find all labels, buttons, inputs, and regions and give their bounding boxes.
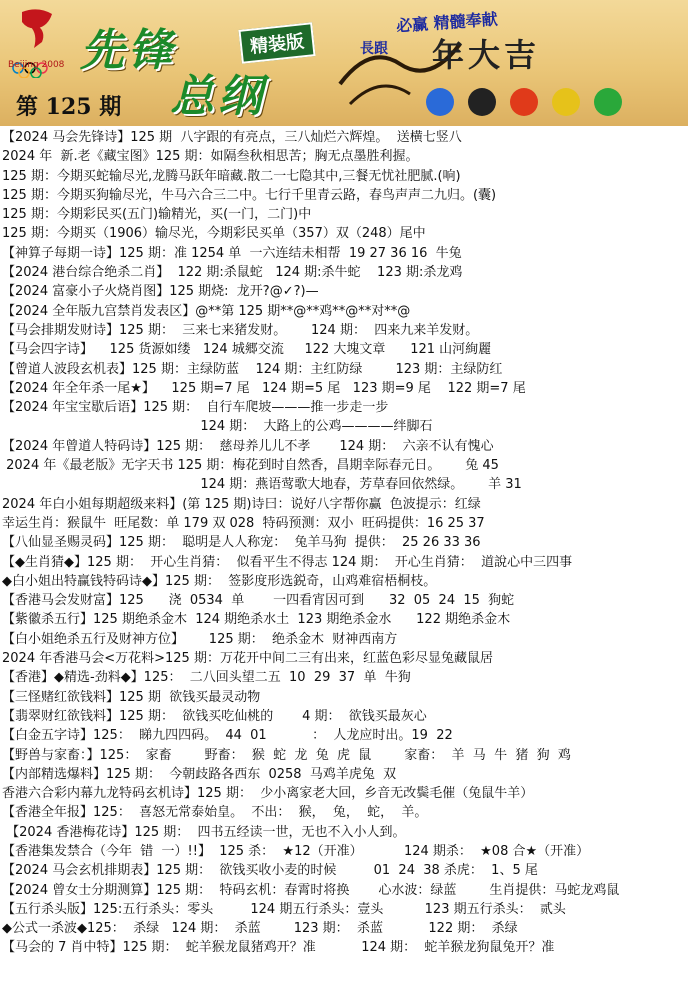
text-line: 【八仙显圣赐灵码】125 期： 聪明是人人称宠： 兔羊马狗 提供： 25 26 33 36 [2,535,481,551]
text-line: 124 期：燕语莺歌大地春，芳草春回依然绿。 羊 31 [2,477,522,493]
text-line: 【三怪赌红欲钱料】125 期 欲钱买最灵动物 [2,689,261,705]
text-line: 【2024 港台综合绝杀二肖】 122 期:杀鼠蛇 124 期:杀牛蛇 123 期:杀龙鸡 [2,265,463,281]
title-line-1: 先锋 [80,25,176,76]
text-line: 2024 年 新.老《藏宝图》125 期：如隔叁秋相思苦；胸无点墨胜利握。 [2,149,419,165]
title-line-2: 总纲 [170,71,266,122]
text-line: 【神算子每期一诗】125 期：准 1254 单 一六连结未相帮 19 27 36 16 牛兔 [2,245,462,261]
text-line: 【2024 曾女士分期测算】125 期： 特码玄机：春霄时将换 心水波：绿蓝 生肖提供：马蛇龙鸡鼠 [2,882,620,898]
text-line: 【◆生肖猜◆】125 期： 开心生肖猜： 似看平生不得志 124 期： 开心生肖猜： 道說心中三四事 [2,554,573,570]
slogan-left: 長跟 [360,41,388,57]
edition-badge: 精装版 [238,22,315,64]
text-line: 【2024 马会玄机排期表】125 期： 欲钱买收小麦的时候 01 24 38 杀虎： 1、5 尾 [2,863,538,879]
text-line: 125 期：今期买狗输尽光，牛马六合三二中。七行千里青云路，春鸟声声二九归。(囊) [2,187,497,203]
text-line: 【2024 年全年杀一尾★】 125 期=7 尾 124 期=5 尾 123 期=9 尾 122 期=7 尾 [2,380,526,396]
text-line: 125 期：今期彩民买(五门)输精光，买(一门，二门)中 [2,207,312,223]
text-line: ◆公式一杀波◆125： 杀绿 124 期： 杀蓝 123 期： 杀蓝 122 期： 杀绿 [2,921,518,937]
calligraphy-text: 年大吉 [432,36,541,74]
text-line: 【香港马会发财富】125 浇 0534 单 一四看宵因可到 32 05 24 15 狗蛇 [2,593,515,609]
text-line: 【内部精选爆料】125 期： 今朝歧路各西东 0258 马鸡羊虎兔 双 [2,766,397,782]
text-line: 【2024 马会先锋诗】125 期 八字跟的有亮点，三八灿烂六辉煌。 送横七竖八 [2,130,462,145]
header-banner [0,0,688,126]
text-line: 【马会四字诗】 125 货源如缕 124 城郷交流 122 大塊文章 121 山河絢麗 [2,342,492,358]
text-line: 【野兽与家畜：】125： 家畜 野畜： 猴 蛇 龙 兔 虎 鼠 家畜： 羊 马 牛 猪 狗 鸡 [2,747,571,763]
text-line: 【香港集发禁合（今年 错 一）!!】 125 杀： ★12（开准） 124 期杀： ★08 合★（开准） [2,843,590,859]
text-line: 【香港】◆精选-劲料◆】125： 二八回头望二五 10 29 37 单 牛狗 [2,670,411,686]
text-line: 幸运生肖：猴鼠牛 旺尾数：单 179 双 028 特码预测：双小 旺码提供：16 25 37 [2,515,485,531]
mascots-icon [420,82,640,122]
issue-number: 第 125 期 [16,94,122,120]
text-line: 香港六合彩内幕九龙特码玄机诗】125 期： 少小离家老大回，乡音无改鬓毛催（兔鼠牛羊） [2,786,534,802]
text-line: 【五行杀头版】125:五行杀头：零头 124 期五行杀头：壹头 123 期五行杀头： 贰头 [2,901,566,917]
text-line: 2024 年《最老版》无字天书 125 期：梅花到时自然香，昌期幸际春元日。 兔 45 [2,458,499,474]
olympic-logo-text: Beijing 2008 [8,60,65,70]
text-line: 【白金五字诗】125： 睇九四四码。 44 01 ： 人龙应时出。19 22 [2,728,453,744]
text-line: 125 期：今期买蛇输尽光,龙腾马跃年暗藏.散二一七隐其中,三餐无忧社肥腻.(响) [2,168,461,184]
text-line: 2024 年白小姐每期超级来料】(第 125 期)诗曰：说好八字帮你赢 色波提示：红绿 [2,496,481,512]
text-line: 【2024 全年版九宫禁肖发表区】@**第 125 期**@**鸡**@**对**@ [2,303,411,319]
text-line: 【紫徽杀五行】125 期绝杀金木 124 期绝杀水土 123 期绝杀金水 122 期绝杀金木 [2,612,511,628]
text-line: 【2024 年曾道人特码诗】125 期： 慈母养儿儿不孝 124 期： 六亲不认有愧心 [2,438,494,454]
text-line: 【白小姐绝杀五行及财神方位】 125 期： 绝杀金木 财神西南方 [2,631,398,647]
text-line: 124 期： 大路上的公鸡————绊脚石 [2,419,433,435]
article-body [0,126,688,958]
text-line: 【马会的 7 肖中特】125 期： 蛇羊猴龙鼠猪鸡开？准 124 期： 蛇羊猴龙狗鼠兔开？准 [2,940,555,956]
text-line: ◆白小姐出特赢钱特码诗◆】125 期： 签影度形选鋭奇，山鸡难宿梧桐枝。 [2,573,437,589]
text-line: 125 期：今期买（1906）输尽光，今期彩民买单（357）双（248）尾中 [2,226,426,242]
text-line: 【马会排期发财诗】125 期： 三来七来猪发财。 124 期： 四来九来羊发财。 [2,322,479,338]
text-line: 2024 年香港马会<万花料>125 期：万花开中间二三有出来，红蓝色彩尽显兔藏鼠居 [2,651,493,667]
text-line: 【2024 富豪小子火烧肖图】125 期烧: 龙开?@✓?)— [2,284,319,300]
text-line: 【2024 香港梅花诗】125 期： 四书五经读一世，无也不入小人到。 [2,824,406,840]
text-line: 【曾道人波段玄机表】125 期：主绿防蓝 124 期：主红防绿 123 期：主绿防红 [2,361,503,377]
text-line: 【翡翠财红欲钱料】125 期： 欲钱买吃仙桃的 4 期： 欲钱买最灰心 [2,708,427,724]
slogan-top: 必赢 精髓奉献 [395,9,499,36]
text-line: 【香港全年报】125： 喜怒无常泰始皇。 不出： 猴， 兔， 蛇， 羊。 [2,805,428,821]
text-line: 【2024 年宝宝歇后语】125 期： 自行车爬坡———推一步走一步 [2,400,389,416]
